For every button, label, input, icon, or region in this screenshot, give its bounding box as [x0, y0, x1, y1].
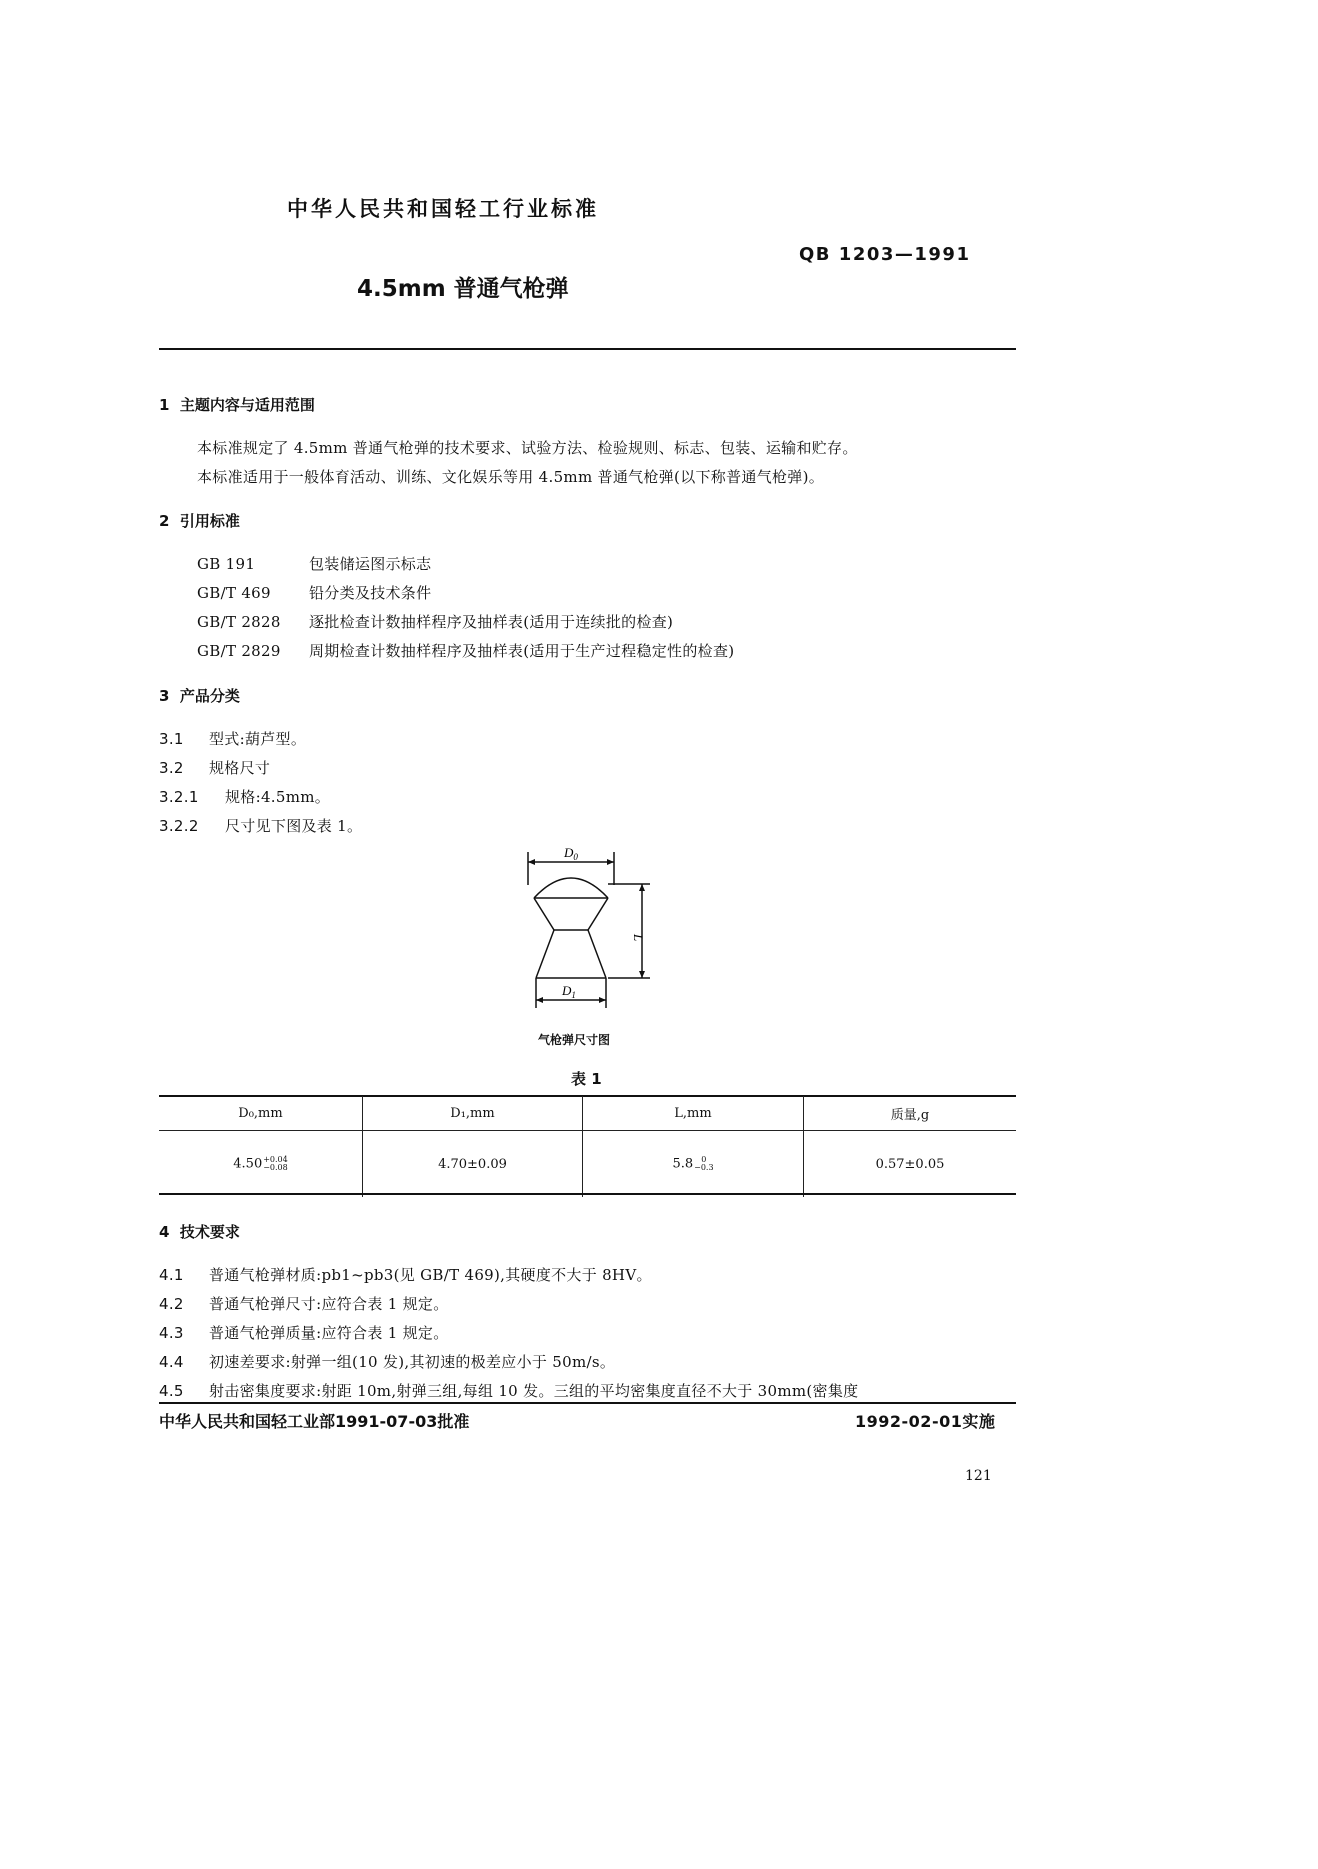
clause-text: 普通气枪弹尺寸:应符合表 1 规定。	[209, 1295, 449, 1313]
clause-item	[159, 728, 306, 749]
table-cell-mass: 0.57±0.05	[804, 1131, 1017, 1198]
clause-number: 4.4	[159, 1353, 184, 1371]
clause-item	[159, 815, 362, 836]
d0-label: $D_0$	[564, 845, 578, 862]
clause-number: 3.1	[159, 730, 184, 748]
document-title: 4.5mm 普通气枪弹	[357, 276, 569, 302]
clause-text: 规格:4.5mm。	[225, 788, 331, 806]
approval-line: 中华人民共和国轻工业部1991-07-03批准	[159, 1412, 470, 1431]
reference-item	[197, 611, 673, 632]
clause-number: 4.3	[159, 1324, 184, 1342]
org-title: 中华人民共和国轻工行业标准	[287, 197, 599, 221]
reference-code: GB/T 2828	[197, 613, 281, 631]
clause-number: 4.1	[159, 1266, 184, 1284]
clause-item	[159, 1351, 615, 1372]
clause-number: 4.2	[159, 1295, 184, 1313]
clause-number: 3.2	[159, 759, 184, 777]
table-cell-l: 5.8 0 −0.3	[583, 1131, 804, 1198]
clause-item	[159, 786, 330, 807]
section-1-para-2: 本标准适用于一般体育活动、训练、文化娱乐等用 4.5mm 普通气枪弹(以下称普通气枪弹)。	[197, 468, 825, 486]
reference-title: 包装储运图示标志	[309, 555, 432, 573]
clause-item	[159, 1264, 652, 1285]
section-3-heading: 3 产品分类	[159, 687, 240, 705]
header-rule	[159, 348, 1016, 350]
table-header-cell: L,mm	[583, 1096, 804, 1131]
standard-number: QB 1203—1991	[799, 244, 971, 265]
clause-item	[159, 757, 270, 778]
table-row	[159, 1131, 1016, 1198]
table-title: 表 1	[571, 1070, 602, 1088]
clause-text: 尺寸见下图及表 1。	[225, 817, 363, 835]
table-header-cell: 质量,g	[804, 1096, 1017, 1131]
clause-text: 型式:葫芦型。	[209, 730, 307, 748]
l-label: L	[631, 934, 646, 942]
section-1-para-1: 本标准规定了 4.5mm 普通气枪弹的技术要求、试验方法、检验规则、标志、包装、运输和贮存。	[197, 439, 858, 457]
pellet-dimension-drawing	[510, 840, 690, 1020]
clause-item	[159, 1380, 858, 1401]
reference-title: 逐批检查计数抽样程序及抽样表(适用于连续批的检查)	[309, 613, 674, 631]
tolerance-upper: +0.04	[263, 1155, 288, 1164]
reference-code: GB/T 2829	[197, 642, 281, 660]
clause-text: 普通气枪弹质量:应符合表 1 规定。	[209, 1324, 449, 1342]
table-header-row	[159, 1096, 1016, 1131]
reference-code: GB 191	[197, 555, 256, 573]
section-4-heading: 4 技术要求	[159, 1223, 240, 1241]
table-header-cell: D₁,mm	[363, 1096, 583, 1131]
implementation-line: 1992-02-01实施	[855, 1412, 996, 1431]
footer-rule	[159, 1402, 1016, 1404]
section-1-heading: 1 主题内容与适用范围	[159, 396, 315, 414]
clause-number: 4.5	[159, 1382, 184, 1400]
reference-title: 铅分类及技术条件	[309, 584, 432, 602]
reference-code: GB/T 469	[197, 584, 271, 602]
table-header-cell: D₀,mm	[159, 1096, 363, 1131]
reference-item	[197, 582, 431, 603]
tolerance-lower: −0.08	[263, 1163, 288, 1172]
section-2-heading: 2 引用标准	[159, 512, 240, 530]
clause-text: 初速差要求:射弹一组(10 发),其初速的极差应小于 50m/s。	[209, 1353, 616, 1371]
table-bottom-rule	[159, 1193, 1016, 1195]
table-cell-d0: 4.50 +0.04 −0.08	[233, 1155, 288, 1172]
reference-item	[197, 553, 431, 574]
tolerance-lower: −0.3	[694, 1163, 714, 1172]
clause-text: 规格尺寸	[209, 759, 271, 777]
d1-label: $D_1$	[562, 983, 576, 1000]
clause-number: 3.2.2	[159, 817, 199, 835]
table-cell-d1: 4.70±0.09	[363, 1131, 583, 1198]
page-number: 121	[965, 1468, 992, 1484]
dimension-table	[159, 1096, 1016, 1197]
clause-item	[159, 1293, 449, 1314]
clause-text: 普通气枪弹材质:pb1~pb3(见 GB/T 469),其硬度不大于 8HV。	[209, 1266, 652, 1284]
reference-title: 周期检查计数抽样程序及抽样表(适用于生产过程稳定性的检查)	[309, 642, 735, 660]
clause-item	[159, 1322, 449, 1343]
figure-caption: 气枪弹尺寸图	[538, 1033, 611, 1047]
clause-number: 3.2.1	[159, 788, 199, 806]
clause-text: 射击密集度要求:射距 10m,射弹三组,每组 10 发。三组的平均密集度直径不大于 30mm(密集度	[209, 1382, 859, 1400]
tolerance-upper: 0	[701, 1155, 707, 1164]
reference-item	[197, 640, 734, 661]
